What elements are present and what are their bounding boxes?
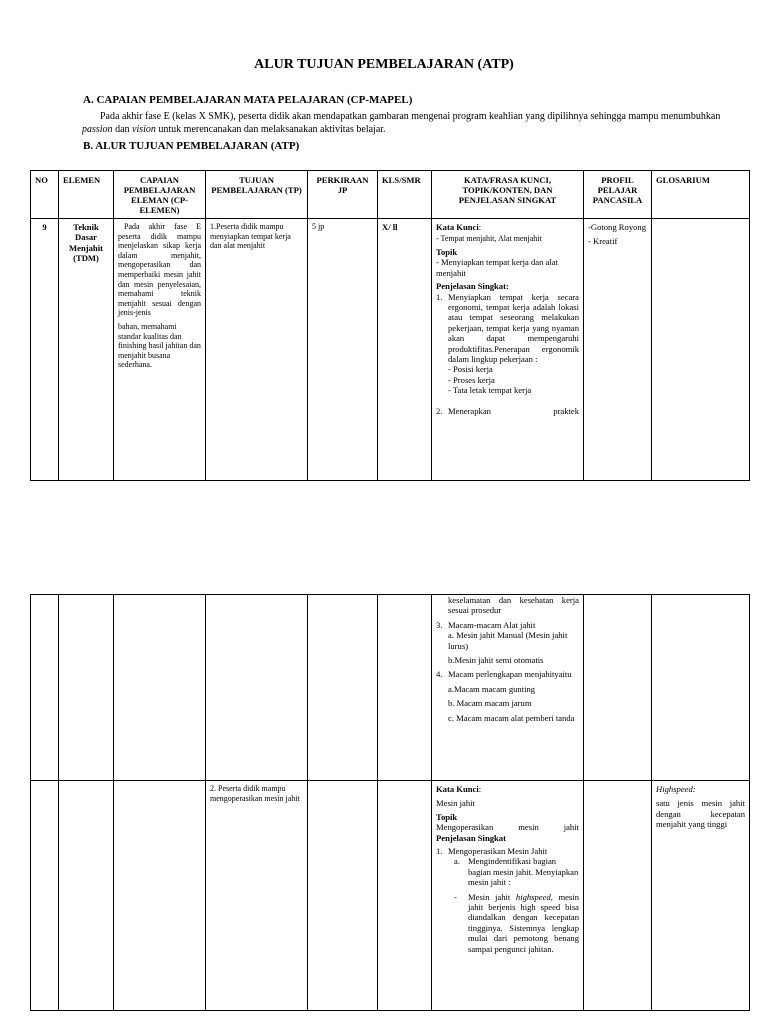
kata-kunci-item: - Tempat menjahit, Alat menjahit [436, 234, 542, 244]
section-b-heading: B. ALUR TUJUAN PEMBELAJARAN (ATP) [83, 140, 300, 152]
table-header-row [31, 171, 750, 219]
list-number: 1. [436, 846, 443, 857]
header-tp: TUJUAN PEMBELAJARAN (TP) [206, 171, 308, 219]
list-number: 4. [436, 669, 443, 680]
topik-item: - Menyiapkan tempat kerja dan alat menjahit [436, 257, 558, 278]
table-row [31, 595, 750, 781]
atp-table-continued [30, 594, 750, 1011]
section-a-paragraph: Pada akhir fase E (kelas X SMK), peserta didik akan mendapatkan gambaran mengenai program keahlian yang dipilihnya sehingga mampu menumbuhkan passion dan vision untuk merencanakan dan melaksanakan aktivitas belajar. [82, 111, 721, 135]
document-title: ALUR TUJUAN PEMBELAJARAN (ATP) [254, 57, 514, 72]
kata-kunci-item: Mesin jahit [436, 798, 475, 809]
penjelasan-1: Menyiapkan tempat kerja secara ergonomi, tempat kerja adalah lokasi atau tempat seseorang melakukan pekerjaan, tempat kerja yang nyaman akan dapat mempengaruhi produktifitas.Penerapan ergonomik dalam lingkup pekerjaan : [448, 291, 579, 365]
list-number: 2. [436, 405, 443, 416]
dash-bullet: - [454, 891, 457, 902]
penjelasan-label: Penjelasan Singkat [436, 832, 506, 843]
cell-kata-continued [432, 595, 584, 781]
cell-tp-2: 2. Peserta didik mampu mengoperasikan mesin jahit [206, 781, 308, 1011]
cell-glosarium-2 [652, 781, 750, 1011]
kata-kunci-label: Kata Kunci [436, 222, 479, 232]
cell-elemen: Teknik Dasar Menjahit (TDM) [59, 219, 114, 481]
penjelasan-3b: b.Mesin jahit semi otomatis [448, 655, 544, 666]
profil-item: - Kreatif [588, 236, 618, 247]
gloss-term: Highspeed: [656, 784, 696, 794]
header-kata: KATA/FRASA KUNCI, TOPIK/KONTEN, DAN PENJELASAN SINGKAT [432, 171, 584, 219]
list-letter: a. [454, 856, 460, 867]
penjelasan-1b: Mesin jahit highspeed, mesin jahit berjenis high speed bisa diandalkan dengan kecepatan tingginya. Sistemnya lengkap mulai dari pemotong benang sampai pengunci jahitan. [468, 891, 579, 954]
penjelasan-3: Macam-macam Alat jahit [448, 619, 536, 630]
penjelasan-4b: b. Macam macam jarum [448, 698, 532, 709]
header-cp: CAPAIAN PEMBELAJARAN ELEMAN (CP-ELEMEN) [114, 171, 206, 219]
cell-glosarium [652, 219, 750, 481]
cp-text-2: bahan, memahami standar kualitas dan finishing hasil jahitan dan menjahit busana sederhana. [118, 321, 201, 370]
header-jp: PERKIRAAN JP [308, 171, 378, 219]
topik-label: Topik [436, 811, 458, 822]
cell-jp: 5 jp [308, 219, 378, 481]
kata-kunci-label: Kata Kunci [436, 784, 479, 794]
penjelasan-label: Penjelasan Singkat: [436, 281, 509, 292]
penjelasan-2-cont: keselamatan dan kesehatan kerja sesuai prosedur [448, 595, 579, 616]
profil-item: -Gotong Royong [588, 222, 647, 232]
header-profil: PROFIL PELAJAR PANCASILA [584, 171, 652, 219]
penjelasan-1a: Mengindentifikasi bagian bagian mesin jahit. Menyiapkan mesin jahit : [468, 856, 579, 888]
penjelasan-4c: c. Macam macam alat pemberi tanda [448, 712, 575, 723]
cell-kata-2: Kata Kunci: Mesin jahit Topik Mengoperasikan mesin jahit Penjelasan Singkat 1. Mengoperasikan Mesin Jahit a. Mengindentifikasi bagian bagian mesin jahit. Menyiapkan mesin jahit : - Mesin jahit highspeed, mesin jahit berjenis high speed bisa diandalkan dengan kecepatan tingginya. Sistemnya lengkap mulai dari pemotong benang sampai pengunci jahitan. [432, 781, 584, 1011]
topik-item: Mengoperasikan mesin jahit [436, 822, 579, 833]
cell-kata: Kata Kunci: - Tempat menjahit, Alat menjahit Topik - Menyiapkan tempat kerja dan alat menjahit Penjelasan Singkat: 1. Menyiapkan tempat kerja secara ergonomi, tempat kerja adalah lokasi atau tempat seseorang melakukan pekerjaan, tempat kerja yang nyaman akan dapat mempengaruhi produktifitas.Penerapan ergonomik dalam lingkup pekerjaan : - Posisi kerja - Proses kerja - Tata letak tempat kerja 2. Menerapkan praktek [432, 219, 584, 481]
penjelasan-1c: - Tata letak tempat kerja [448, 385, 532, 396]
section-a-heading: A. CAPAIAN PEMBELAJARAN MATA PELAJARAN (CP-MAPEL) [83, 94, 413, 106]
header-no: NO [31, 171, 59, 219]
table-row [31, 219, 750, 481]
cell-kls: X/ ll [378, 219, 432, 481]
penjelasan-1: Mengoperasikan Mesin Jahit [448, 846, 548, 857]
list-number: 3. [436, 619, 443, 630]
penjelasan-4: Macam perlengkapan menjahityaitu [448, 669, 572, 680]
penjelasan-1b: - Proses kerja [448, 374, 495, 385]
penjelasan-1a: - Posisi kerja [448, 364, 493, 375]
list-number: 1. [436, 291, 443, 302]
cp-text-1: Pada akhir fase E peserta didik mampu menjelaskan sikap kerja dalam menjahit, mengoperasikan dan memperbaiki mesin jahit dan mesin penyelesaian, memahami teknik menjahit sesuai dengan jenis-jenis [118, 222, 201, 318]
cell-no: 9 [31, 219, 59, 481]
header-elemen: ELEMEN [59, 171, 114, 219]
header-glosarium: GLOSARIUM [652, 171, 750, 219]
table-row [31, 781, 750, 1011]
penjelasan-4a: a.Macam macam gunting [448, 683, 536, 694]
penjelasan-2: Menerapkan praktek [448, 405, 579, 416]
atp-table [30, 170, 750, 481]
penjelasan-3a: a. Mesin jahit Manual (Mesin jahit lurus) [448, 630, 568, 651]
gloss-definition: satu jenis mesin jahit dengan kecepatan menjahit yang tinggi [656, 798, 745, 830]
topik-label: Topik [436, 247, 458, 257]
header-kls: KLS/SMR [378, 171, 432, 219]
cell-tp: 1.Peserta didik mampu menyiapkan tempat kerja dan alat menjahit [206, 219, 308, 481]
cell-profil [584, 219, 652, 481]
cell-cp [114, 219, 206, 481]
